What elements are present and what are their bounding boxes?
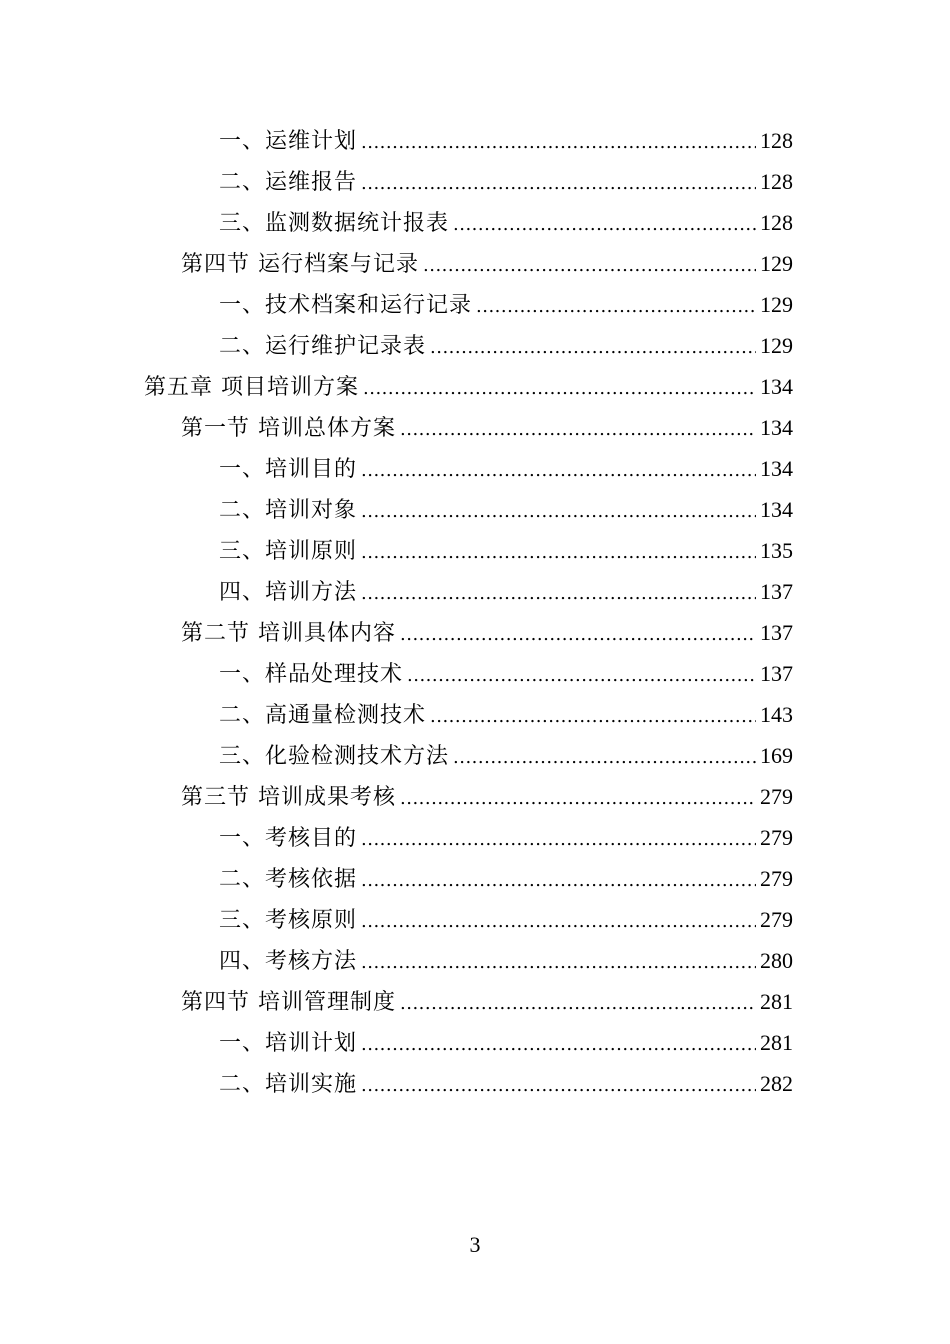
toc-entry-title: 第四节 运行档案与记录 [181, 252, 419, 277]
toc-entry-title: 一、培训计划 [219, 1031, 358, 1056]
toc-entry-title: 四、培训方法 [219, 580, 358, 605]
dot-leader [361, 901, 756, 942]
dot-leader [361, 532, 756, 573]
toc-entry-title: 二、培训实施 [219, 1072, 358, 1097]
dot-leader [400, 983, 756, 1024]
toc-entry-page: 279 [760, 825, 793, 850]
dot-leader [361, 860, 756, 901]
toc-entry-page: 137 [760, 579, 793, 604]
dot-leader [361, 491, 756, 532]
toc-entry-title: 一、培训目的 [219, 457, 358, 482]
toc-entry-page: 129 [760, 333, 793, 358]
toc-entry-page: 128 [760, 128, 793, 153]
toc-entry-page: 280 [760, 948, 793, 973]
toc-entry-title: 三、化验检测技术方法 [219, 744, 450, 769]
toc-entry-title: 二、考核依据 [219, 867, 358, 892]
toc-entry[interactable] [0, 120, 950, 161]
toc-entry-page: 279 [760, 784, 793, 809]
toc-entry-title: 三、考核原则 [219, 908, 358, 933]
toc-entry[interactable] [0, 940, 950, 981]
dot-leader [407, 655, 756, 696]
toc-entry-title: 第三节 培训成果考核 [181, 785, 396, 810]
toc-entry[interactable] [0, 366, 950, 407]
toc-entry-page: 281 [760, 989, 793, 1014]
dot-leader [400, 409, 756, 450]
toc-entry[interactable] [0, 1063, 950, 1104]
toc-entry[interactable] [0, 694, 950, 735]
toc-entry[interactable] [0, 448, 950, 489]
toc-entry-page: 134 [760, 456, 793, 481]
toc-entry[interactable] [0, 1022, 950, 1063]
toc-entry[interactable] [0, 284, 950, 325]
toc-entry[interactable] [0, 612, 950, 653]
dot-leader [363, 368, 756, 409]
toc-entry-title: 一、考核目的 [219, 826, 358, 851]
toc-entry[interactable] [0, 202, 950, 243]
toc-entry-title: 三、监测数据统计报表 [219, 211, 450, 236]
dot-leader [361, 122, 756, 163]
toc-entry-title: 四、考核方法 [219, 949, 358, 974]
toc-entry[interactable] [0, 653, 950, 694]
toc-entry[interactable] [0, 489, 950, 530]
dot-leader [361, 819, 756, 860]
toc-entry-page: 134 [760, 415, 793, 440]
toc-entry-title: 第一节 培训总体方案 [181, 416, 396, 441]
toc-entry[interactable] [0, 858, 950, 899]
toc-entry-page: 128 [760, 210, 793, 235]
toc-entry-page: 137 [760, 620, 793, 645]
toc-entry-page: 129 [760, 292, 793, 317]
toc-entry-title: 第二节 培训具体内容 [181, 621, 396, 646]
toc-entry[interactable] [0, 161, 950, 202]
toc-entry-title: 一、技术档案和运行记录 [219, 293, 473, 318]
dot-leader [423, 245, 756, 286]
toc-entry-page: 128 [760, 169, 793, 194]
toc-entry-page: 129 [760, 251, 793, 276]
toc-entry[interactable] [0, 571, 950, 612]
toc-entry[interactable] [0, 981, 950, 1022]
dot-leader [476, 286, 756, 327]
toc-entry[interactable] [0, 735, 950, 776]
dot-leader [400, 778, 756, 819]
toc-entry-title: 一、运维计划 [219, 129, 358, 154]
toc-entry-page: 279 [760, 866, 793, 891]
toc-entry-page: 282 [760, 1071, 793, 1096]
toc-entry-title: 一、样品处理技术 [219, 662, 404, 687]
dot-leader [453, 204, 756, 245]
dot-leader [361, 1024, 756, 1065]
dot-leader [361, 942, 756, 983]
toc-entry-page: 169 [760, 743, 793, 768]
toc-entry-page: 143 [760, 702, 793, 727]
dot-leader [361, 573, 756, 614]
table-of-contents [0, 120, 950, 1104]
toc-entry-title: 二、培训对象 [219, 498, 358, 523]
toc-entry-page: 134 [760, 497, 793, 522]
toc-entry-title: 第五章 项目培训方案 [144, 375, 359, 400]
toc-entry[interactable] [0, 776, 950, 817]
dot-leader [361, 1065, 756, 1106]
toc-entry-title: 二、运维报告 [219, 170, 358, 195]
toc-entry-page: 281 [760, 1030, 793, 1055]
toc-entry[interactable] [0, 243, 950, 284]
toc-entry-page: 135 [760, 538, 793, 563]
toc-entry-title: 三、培训原则 [219, 539, 358, 564]
dot-leader [361, 450, 756, 491]
toc-entry[interactable] [0, 530, 950, 571]
dot-leader [361, 163, 756, 204]
toc-entry[interactable] [0, 899, 950, 940]
toc-entry-page: 137 [760, 661, 793, 686]
toc-entry[interactable] [0, 817, 950, 858]
toc-entry[interactable] [0, 325, 950, 366]
toc-entry-title: 二、高通量检测技术 [219, 703, 427, 728]
dot-leader [400, 614, 756, 655]
toc-entry-page: 134 [760, 374, 793, 399]
dot-leader [430, 696, 756, 737]
toc-entry[interactable] [0, 407, 950, 448]
dot-leader [430, 327, 756, 368]
toc-entry-page: 279 [760, 907, 793, 932]
dot-leader [453, 737, 756, 778]
toc-entry-title: 二、运行维护记录表 [219, 334, 427, 359]
toc-entry-title: 第四节 培训管理制度 [181, 990, 396, 1015]
page-number: 3 [469, 1232, 481, 1257]
